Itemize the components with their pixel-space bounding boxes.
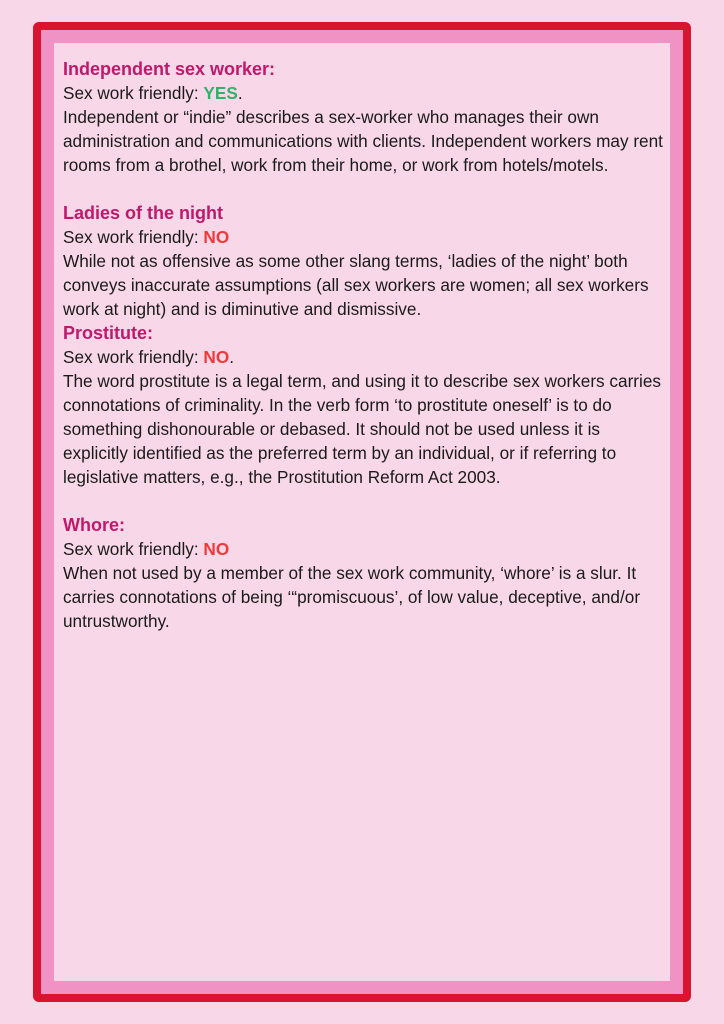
verdict-no: NO [203, 347, 230, 367]
friendly-label: Sex work friendly: [63, 83, 204, 103]
entry-heading: Whore: [63, 515, 125, 535]
verdict-suffix: . [237, 83, 243, 103]
entry-heading: Ladies of the night [63, 203, 223, 223]
friendly-line [63, 345, 663, 369]
friendly-line [63, 537, 663, 561]
entry-description: When not used by a member of the sex work community, ‘whore’ is a slur. It carries connotations of being ‘“promiscuous’, of low value, deceptive, and/or untrustworthy. [63, 563, 641, 631]
verdict-yes: YES [203, 83, 238, 103]
entry-heading: Prostitute: [63, 323, 153, 343]
friendly-label: Sex work friendly: [63, 347, 204, 367]
entry-description: Independent or “indie” describes a sex-worker who manages their own administration and communications with clients. Independent workers may rent rooms from a brothel, work from their home, or work from hotels/motels. [63, 107, 663, 175]
spacer [63, 489, 663, 513]
verdict-no: NO [203, 539, 230, 559]
entry-description: The word prostitute is a legal term, and using it to describe sex workers carries connotations of criminality. In the verb form ‘to prostitute oneself’ is to do something dishonourable or debased. It should not be used unless it is explicitly identified as the preferred term by an individual, or if referring to legislative matters, e.g., the Prostitution Reform Act 2003. [63, 371, 661, 487]
glossary-content [63, 57, 663, 633]
verdict-suffix: . [229, 347, 234, 367]
spacer [63, 177, 663, 201]
entry-whore [63, 513, 663, 633]
friendly-label: Sex work friendly: [63, 539, 204, 559]
entry-description: While not as offensive as some other slang terms, ‘ladies of the night’ both conveys inaccurate assumptions (all sex workers are women; all sex workers work at night) and is diminutive and dismissive. [63, 251, 649, 319]
entry-heading: Independent sex worker: [63, 59, 276, 79]
entry-independent-sex-worker [63, 57, 663, 177]
entry-prostitute [63, 321, 663, 489]
entry-ladies-of-the-night [63, 201, 663, 321]
friendly-line [63, 81, 663, 105]
friendly-label: Sex work friendly: [63, 227, 204, 247]
verdict-no: NO [203, 227, 230, 247]
friendly-line [63, 225, 663, 249]
